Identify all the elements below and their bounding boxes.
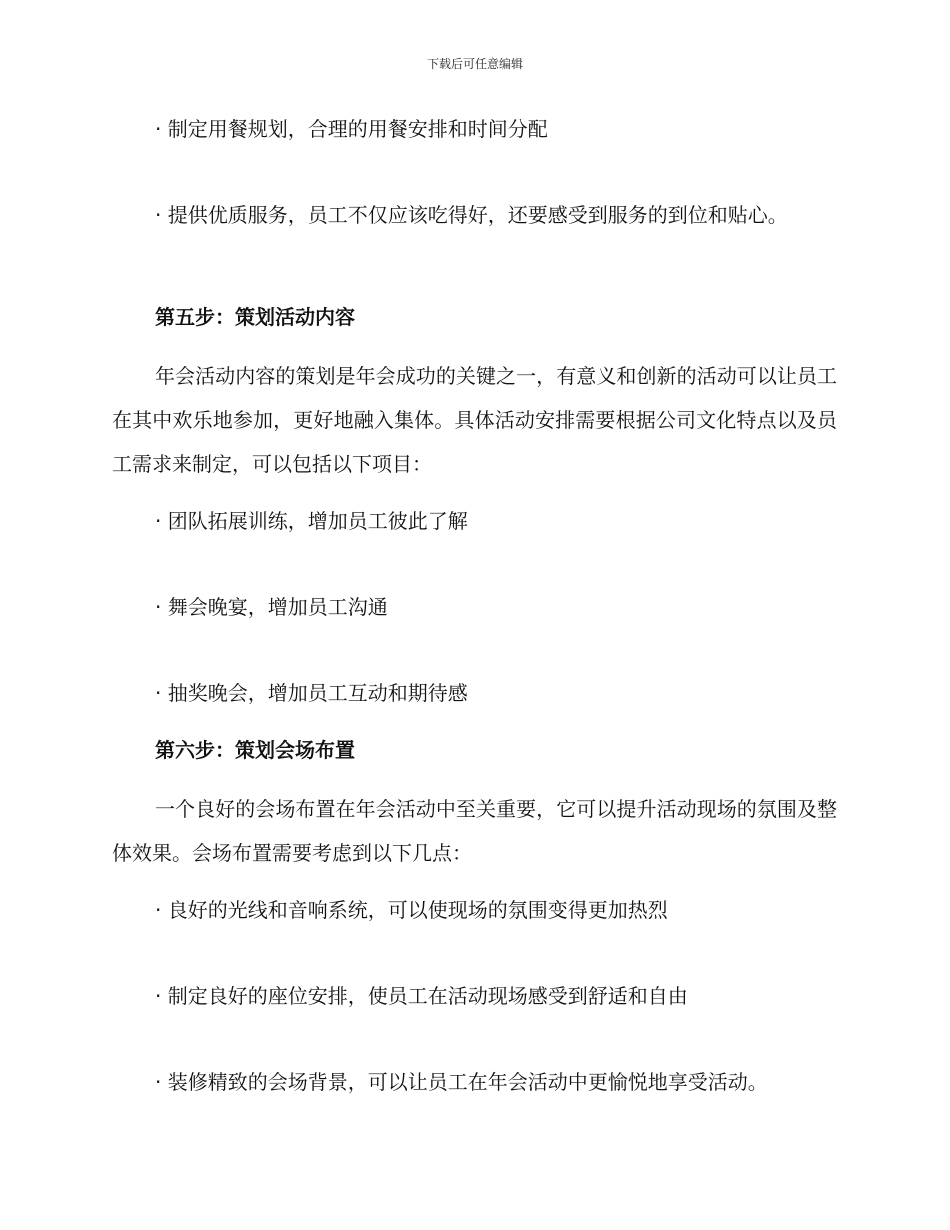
section5-bullet-lottery: · 抽奖晚会，增加员工互动和期待感 (155, 681, 468, 705)
section6-paragraph: 一个良好的会场布置在年会活动中至关重要，它可以提升活动现场的氛围及整体效果。会场布置需要考虑到以下几点： (112, 797, 837, 865)
section6-bullet-backdrop: · 装修精致的会场背景，可以让员工在年会活动中更愉悦地享受活动。 (155, 1070, 768, 1094)
bullet-quality-service: · 提供优质服务，员工不仅应该吃得好，还要感受到服务的到位和贴心。 (155, 203, 788, 227)
bullet-meal-plan: · 制定用餐规划，合理的用餐安排和时间分配 (155, 117, 548, 141)
section5-heading: 第五步：策划活动内容 (155, 305, 355, 329)
section5-bullet-dance-dinner: · 舞会晚宴，增加员工沟通 (155, 595, 388, 619)
section6-bullet-lighting-sound: · 良好的光线和音响系统，可以使现场的氛围变得更加热烈 (155, 898, 668, 922)
header-note: 下载后可任意编辑 (426, 57, 523, 71)
section6-heading: 第六步：策划会场布置 (155, 738, 355, 762)
section6-bullet-seating: · 制定良好的座位安排，使员工在活动现场感受到舒适和自由 (155, 984, 688, 1008)
section5-bullet-team-building: · 团队拓展训练，增加员工彼此了解 (155, 509, 468, 533)
section5-paragraph: 年会活动内容的策划是年会成功的关键之一，有意义和创新的活动可以让员工在其中欢乐地参加，更好地融入集体。具体活动安排需要根据公司文化特点以及员工需求来制定，可以包括以下项目： (112, 364, 837, 476)
